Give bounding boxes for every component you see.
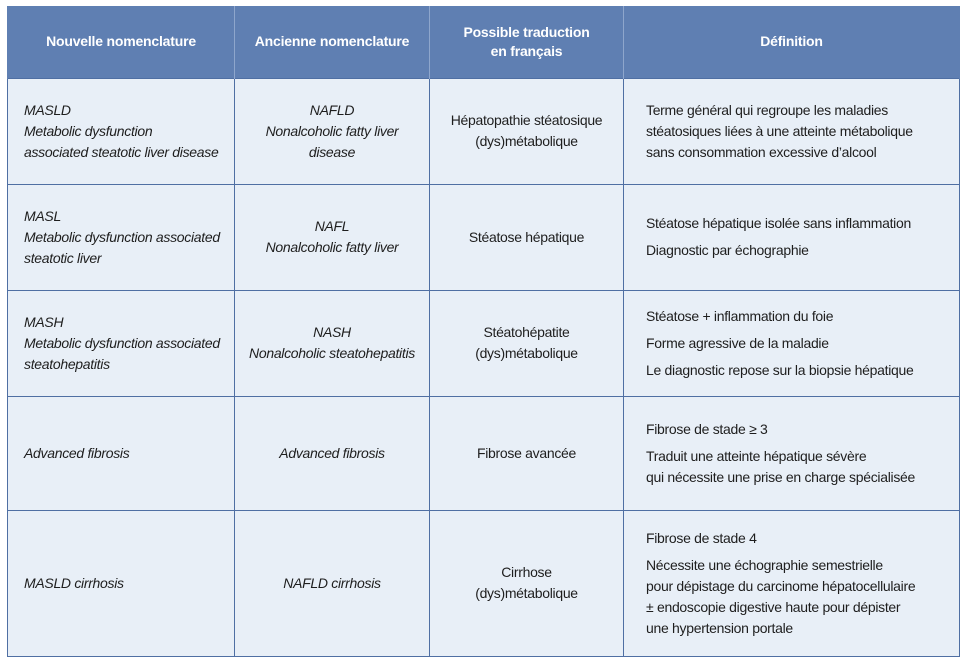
definition-item: Le diagnostic repose sur la biopsie hépatique [646,361,914,378]
header-translation: Possible traduction en français [430,6,624,78]
table-row [8,78,960,184]
definition-item: Diagnostic par échographie [646,242,809,258]
cell-definition [624,290,960,396]
definition-item: Fibrose de stade 4 [646,529,757,546]
cell-translation: Stéatose hépatique [430,184,624,290]
nomenclature-table [7,6,960,657]
header-definition: Définition [624,6,960,78]
cell-translation: Stéatohépatite (dys)métabolique [430,290,624,396]
cell-old-nomenclature: NAFLD cirrhosis [235,510,430,656]
cell-translation: Cirrhose (dys)métabolique [430,510,624,656]
cell-definition [624,78,960,184]
cell-old-nomenclature: NASH Nonalcoholic steatohepatitis [235,290,430,396]
definition-item: Stéatose hépatique isolée sans inflammation [646,215,911,231]
cell-new-nomenclature: MASH Metabolic dysfunction associated steatohepatitis [8,290,235,396]
definition-item: Fibrose de stade ≥ 3 [646,420,768,437]
cell-new-nomenclature: MASLD cirrhosis [8,510,235,656]
definition-item: Stéatose + inflammation du foie [646,307,834,324]
cell-new-nomenclature: MASL Metabolic dysfunction associated steatotic liver [8,184,235,290]
table-row [8,396,960,510]
cell-translation: Hépatopathie stéatosique (dys)métabolique [430,78,624,184]
cell-definition [624,396,960,510]
cell-translation: Fibrose avancée [430,396,624,510]
definition-item: Terme général qui regroupe les maladies stéatosiques liées à une atteinte métabolique sans consommation excessive d’alcool [646,101,913,160]
definition-item: Traduit une atteinte hépatique sévère qui nécessite une prise en charge spécialisée [646,447,916,485]
cell-definition [624,510,960,656]
cell-new-nomenclature: Advanced fibrosis [8,396,235,510]
header-row [8,6,960,78]
table-row [8,510,960,656]
table-row [8,290,960,396]
header-old-nomenclature: Ancienne nomenclature [235,6,430,78]
cell-old-nomenclature: Advanced fibrosis [235,396,430,510]
definition-item: Nécessite une échographie semestrielle pour dépistage du carcinome hépatocellulaire ± endoscopie digestive haute pour dépister une hypertension portale [646,556,916,636]
table-row [8,184,960,290]
cell-old-nomenclature: NAFL Nonalcoholic fatty liver [235,184,430,290]
definition-item: Forme agressive de la maladie [646,334,829,351]
cell-definition [624,184,960,290]
header-new-nomenclature: Nouvelle nomenclature [8,6,235,78]
cell-old-nomenclature: NAFLD Nonalcoholic fatty liver disease [235,78,430,184]
cell-new-nomenclature: MASLD Metabolic dysfunction associated steatotic liver disease [8,78,235,184]
